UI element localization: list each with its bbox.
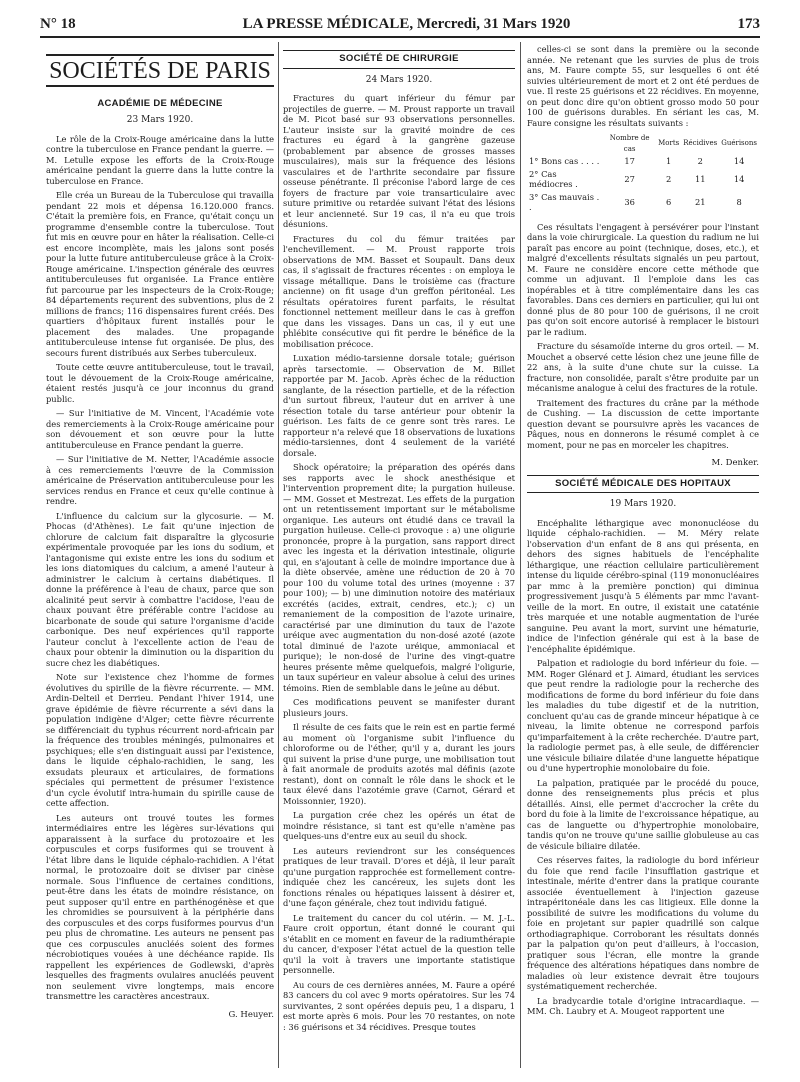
paragraph: celles-ci se sont dans la première ou la seconde année. Ne retenant que les survies de plus de trois ans, M. Faure compte 55, sur lesquelles 6 ont été suivies ultérieurement de mort et 2 ont été perdues de vue. Il reste 25 guérisons et 22 récidives. En moyenne, on peut donc dire qu'on obtient grosso modo 50 pour 100 de guérisons durables. En sériant les cas, M. Faure consigne les résultats suivants : [527, 44, 759, 128]
column-divider [520, 42, 521, 1068]
paragraph: Il résulte de ces faits que le rein est en partie fermé au moment où l'organisme subit l'influence du chloroforme ou de l'éther, qu'il y a, durant les jours qui suivent la prise d'une purge, une mobilisation tout à fait anormale de produits azotés mal définis (azote restant), dont on connaît le rôle dans le shock et le taux élevé dans l'azotémie grave (Carnot, Gérard et Moissonnier, 1920). [283, 722, 515, 806]
table-header [527, 132, 603, 155]
paragraph: Au cours de ces dernières années, M. Faure a opéré 83 cancers du col avec 9 morts opératoires. Sur les 74 survivantes, 2 sont opérées depuis peu, 1 a disparu, 1 est morte après 6 mois. Pour les 70 restantes, on note : 36 guérisons et 34 récidives. Presque toutes [283, 979, 515, 1032]
paragraph: Shock opératoire; la préparation des opérés dans ses rapports avec le shock anesthésique et l'intervention proprement dite; la purgation huileuse. — MM. Gosset et Mestrezat. Les effets de la purgation ont un retentissement important sur le métabolisme organique. Les auteurs ont étudié dans ce travail la purgation huileuse. Celle-ci provoque : a) une oligurie prononcée, propre à la purgation, sans rapport direct avec les ingesta et la dérivation intestinale, oligurie qui, en s'ajoutant à celle de moindre importance due à la diète observée, amène une réduction de 20 à 70 pour 100 du volume total des urines (moyenne : 37 pour 100); — b) une diminution notoire des matériaux excrétés (acides, extrait, cendres, etc.); c) un remaniement de la composition de l'azote urinaire, caractérisé par une diminution du taux de l'azote uréique avec augmentation du non-dosé azoté (azote total diminué de l'azote uréique, ammoniacal et purique); le non-dosé de l'urine des vingt-quatre heures présente même quelquefois, malgré l'oligurie, un taux supérieur en valeur absolue à celui des urines témoins. Rien de semblable dans le jeûne au début. [283, 462, 515, 693]
paragraph: La purgation crée chez les opérés un état de moindre résistance, si tant est qu'elle n'amène pas quelques-uns d'entre eux au seuil du shock. [283, 810, 515, 841]
table-cell: 14 [733, 156, 745, 166]
paragraph: Les auteurs ont trouvé toutes les formes intermédiaires entre les légères sur-lévations qui apparaissent à la surface du protozoaire et les corpuscules et corps fusiformes qui se trouvent à l'état libre dans le liquide céphalo-rachidien. A l'état normal, le protozoaire doit se diviser par cinèse normale. Sous l'influence de certaines conditions, peut-être dans les états de moindre résistance, on peut supposer qu'il entre en parthénogénèse et que les chromidies se poursuivent à la périphérie dans des corpuscules et des corps fusiformes pourvus d'un peu plus de chromatine. Les auteurs ne pensent pas que ces corpuscules anucléés soient des formes nécrobiotiques vouées à une déchéance rapide. Ils rappellent les expériences de Godlewski, d'après lesquelles des fragments ovulaires anucléés peuvent non seulement vivre longtemps, mais encore transmettre les caractères ancestraux. [46, 812, 274, 1001]
table-row [527, 168, 759, 191]
table-cell: 27 [624, 173, 635, 184]
paragraph: La bradycardie totale d'origine intracardiaque. — MM. Ch. Laubry et A. Mougeot rapportent une [527, 995, 759, 1016]
paragraph: L'influence du calcium sur la glycosurie. — M. Phocas (d'Athènes). Le fait qu'une injection de chlorure de calcium fait disparaître la glycosurie expérimentale provoquée par les ions du sodium, et l'antagonisme qui existe entre les ions du sodium et les ions diatomiques du calcium, a amené l'auteur à administrer le calcium à certains diabétiques. Il donne la préférence à l'eau de chaux, parce que son alcalinité peut servir à combattre l'acidose, l'eau de chaux pouvant être préférable contre l'acidose au bicarbonate de soude qui sature l'organisme d'acide carbonique. Des neuf expériences qu'il rapporte l'auteur conclut à l'excellente action de l'eau de chaux pour obtenir la diminution ou la disparition du sucre chez les diabétiques. [46, 510, 274, 668]
paragraph: Traitement des fractures du crâne par la méthode de Cushing. — La discussion de cette importante question devant se poursuivre après les vacances de Pâques, nous en donnerons le résumé complet à ce moment, pour ne pas en morceler les chapitres. [527, 397, 759, 450]
signature: M. Denker. [711, 458, 759, 468]
table-cell: 21 [694, 196, 706, 207]
section-title: SOCIÉTÉS DE PARIS [46, 54, 274, 87]
table-row [527, 191, 759, 214]
table-cell: 17 [624, 156, 635, 166]
table-cell: 14 [733, 173, 745, 184]
header-rule [40, 36, 760, 38]
table-cell: 1° Bons cas . . . . [529, 156, 600, 166]
paragraph: Ces modifications peuvent se manifester durant plusieurs jours. [283, 697, 515, 718]
results-table [527, 132, 759, 214]
paragraph: Luxation médio-tarsienne dorsale totale; guérison après tarsectomie. — Observation de M. Billet rapportée par M. Jacob. Après échec de la réduction sanglante, de la résection partielle, et de la réfection d'un surtout fibreux, l'auteur dut en arriver à une résection totale du tarse antérieur pour obtenir la guérison. Les faits de ce genre sont très rares. Le rapporteur n'a relevé que 18 observations de luxations médio-tarsiennes, dont 4 seulement de la variété dorsale. [283, 353, 515, 458]
issue-number: N° 18 [40, 15, 76, 32]
table-header-row [527, 132, 759, 155]
paragraph: — Sur l'initiative de M. Netter, l'Académie associe à ces remerciements l'œuvre de la Commission américaine de Préservation antituberculeuse pour les services rendus en France et ceux qu'elle continue à rendre. [46, 454, 274, 506]
paragraph: Fractures du quart inférieur du fémur par projectiles de guerre. — M. Proust rapporte un travail de M. Picot basé sur 93 observations personnelles. L'auteur insiste sur la gravité moindre de ces fractures eu égard à la gangrène gazeuse (probablement par absence de grosses masses musculaires), mais sur la fréquence des lésions vasculaires et de l'arthrite secondaire par fissure osseuse pénétrante. Il préconise l'abord large de ces foyers de fracture par voie transarticulaire avec suture primitive ou retardée suivant l'état des lésions et leur ancienneté. Sur 19 cas, il n'a eu que trois désunions. [283, 93, 515, 229]
table-cell: 6 [666, 196, 672, 207]
journal-title: LA PRESSE MÉDICALE, Mercredi, 31 Mars 1920 [242, 15, 571, 32]
table-row [527, 155, 759, 168]
table-cell: 3° Cas mauvais . . [529, 191, 600, 212]
paragraph: Le traitement du cancer du col utérin. — M. J.-L. Faure croit opportun, étant donné le courant qui s'établit en ce moment en faveur de la radiumthérapie du cancer, d'exposer l'état actuel de la question telle qu'il la voit à travers une importante statistique personnelle. [283, 912, 515, 975]
paragraph: — Sur l'initiative de M. Vincent, l'Académie vote des remerciements à la Croix-Rouge américaine pour son dévouement et son œuvre pour la lutte antituberculeuse en France pendant la guerre. [46, 408, 274, 450]
table-cell: 11 [694, 173, 706, 184]
paragraph: Fracture du sésamoïde interne du gros orteil. — M. Mouchet a observé cette lésion chez une jeune fille de 22 ans, à la suite d'une chute sur la cuisse. La fracture, non consolidée, paraît s'être produite par un mécanisme analogue à celui des fractures de la rotule. [527, 341, 759, 393]
table-header: Guérisons [721, 139, 757, 148]
session-date: 19 Mars 1920. [609, 499, 677, 509]
paragraph: Encéphalite léthargique avec mononucléose du liquide céphalo-rachidien. — M. Méry relate l'observation d'un enfant de 8 ans qui présenta, en dehors des signes habituels de l'encéphalite léthargique, une réaction cellulaire particulièrement intense du liquide cérébro-spinal (119 mononucléaires par mmc à la première ponction) qui diminua progressivement jusqu'à 5 éléments par mmc l'avant-veille de la mort. En outre, il existait une cataténie très marquée et une notable augmentation de l'urée sanguine. Peu avant la mort, survint une hématurie, indice de l'infection générale qui est à la base de l'encéphalite épidémique. [527, 517, 759, 654]
paragraph: Palpation et radiologie du bord inférieur du foie. — MM. Roger Glénard et J. Aimard, étudiant les services que peut rendre la radiologie pour la recherche des modifications de forme du bord inférieur du foie dans les maladies du tube digestif et de la nutrition, concluent qu'au cas de grande minceur hépatique à ce niveau, la limite obtenue ne correspond parfois qu'imparfaitement à la crête recherchée. D'autre part, la radiologie permet pas, à elle seule, de différencier une vésicule biliaire dilatée d'une languette hépatique ou d'une hypertrophie monolobaire du foie. [527, 658, 759, 773]
table-cell: 2 [697, 156, 703, 166]
paragraph: Note sur l'existence chez l'homme de formes évolutives du spirille de la fièvre récurrente. — MM. Ardin-Delteil et Derrieu. Pendant l'hiver 1914, une grave épidémie de fièvre récurrente a sévi dans la population indigène d'Alger; cette fièvre récurrente se différenciait du typhus récurrent nord-africain par la fréquence des troubles méningés, pulmonaires et psychiques; elle s'en distinguait aussi par l'existence, dans le liquide céphalo-rachidien, le sang, les exsudats pleuraux et articulaires, de formations spéciales qui permettent de présumer l'existence d'un cycle évolutif intra-humain du spirille cause de cette affection. [46, 672, 274, 808]
table-header: Morts [658, 139, 680, 148]
section-heading: SOCIÉTÉ MÉDICALE DES HOPITAUX [527, 475, 759, 494]
column-1 [46, 44, 274, 1068]
table-header: Récidives [683, 139, 718, 148]
column-3 [527, 44, 759, 1068]
section-heading: ACADÉMIE DE MÉDECINE [97, 97, 223, 109]
paragraph: Le rôle de la Croix-Rouge américaine dans la lutte contre la tuberculose en France pendant la guerre. — M. Letulle expose les efforts de la Croix-Rouge américaine pendant la guerre dans la lutte contre la tuberculose en France. [46, 133, 274, 186]
column-2 [283, 44, 515, 1068]
signature: G. Heuyer. [228, 1009, 274, 1020]
column-divider [278, 42, 279, 1068]
table-cell: 36 [624, 196, 635, 207]
table-cell: 2 [666, 173, 672, 184]
table-cell: 1 [666, 156, 672, 166]
session-date: 23 Mars 1920. [126, 115, 194, 125]
table-cell: 8 [736, 196, 742, 207]
section-heading: SOCIÉTÉ DE CHIRURGIE [283, 50, 515, 69]
paragraph: Ces réserves faites, la radiologie du bord inférieur du foie que rend facile l'insufflation gastrique et intestinale, mérite d'entrer dans la pratique courante associée éventuellement à l'injection gazeuse intrapéritonéale dans les cas litigieux. Elle donne la possibilité de suivre les modifications du volume du foie en projetant sur papier quadrillé son calque orthodiagraphique. Corroborant les résultats donnés par la palpation qu'on peut d'ailleurs, à l'occasion, pratiquer sous l'écran, elle montre la grande fréquence des altérations hépatiques dans nombre de maladies où leur existence devrait être toujours systématiquement recherchée. [527, 855, 759, 991]
paragraph: Toute cette œuvre antituberculeuse, tout le travail, tout le dévouement de la Croix-Rouge américaine, étaient restés jusqu'à ce jour inconnus du grand public. [46, 362, 274, 404]
page-header [40, 14, 760, 34]
session-date: 24 Mars 1920. [365, 74, 433, 85]
paragraph: Elle créa un Bureau de la Tuberculose qui travailla pendant 22 mois et dépensa 16.120.000 francs. C'était la première fois, en France, qu'était conçu un programme d'ensemble contre la tuberculose. Tout fut mis en œuvre pour en hâter la réalisation. Celle-ci est encore incomplète, mais les jalons sont posés pour la lutte future antituberculeuse grâce à la Croix-Rouge américaine. L'inspection générale des œuvres antituberculeuses fut organisée. La France entière fut parcourue par les inspecteurs de la Croix-Rouge; 84 départements reçurent des subventions, plus de 2 millions de francs; 116 dispensaires furent créés. Des quartiers d'hôpitaux furent installés pour le placement des malades. Une propagande antituberculeuse intense fut organisée. De plus, des secours furent distribués aux Serbes tuberculeux. [46, 190, 274, 358]
paragraph: Fractures du col du fémur traitées par l'enchevillement. — M. Proust rapporte trois observations de MM. Basset et Soupault. Dans deux cas, il s'agissait de fractures récentes : on employa le vissage métallique. Dans le troisième cas (fracture ancienne) on fit usage d'un greffon péritonéal. Les résultats opératoires furent parfaits, le résultat fonctionnel nettement meilleur dans le cas à greffon que dans les vissages. Dans un cas, il y eut une phlébite consécutive qui fit perdre le bénéfice de la mobilisation précoce. [283, 233, 515, 349]
paragraph: Les auteurs reviendront sur les conséquences pratiques de leur travail. D'ores et déjà, il leur paraît qu'une purgation rapprochée est formellement contre-indiquée chez les cancéreux, les sujets dont les fonctions rénales ou hépatiques laissent à désirer et, d'une façon générale, chez tout individu fatigué. [283, 845, 515, 908]
paragraph: Ces résultats l'engagent à persévérer pour l'instant dans la voie chirurgicale. La question du radium ne lui paraît pas encore au point (technique, doses, etc.), et malgré d'excellents résultats signalés un peu partout, M. Faure ne considère encore cette méthode que comme un adjuvant. Il l'emploie dans les cas inopérables et à titre complémentaire dans les cas favorables. Dans ces derniers en particulier, qui lui ont donné plus de 80 pour 100 de guérisons, il ne croit pas qu'on soit encore autorisé à remplacer le bistouri par le radium. [527, 221, 759, 337]
paragraph: La palpation, pratiquée par le procédé du pouce, donne des renseignements plus précis et plus détaillés. Ainsi, elle permet d'accrocher la crête du bord du foie à la limite de l'excroissance hépatique, au cas de languette ou d'hypertrophie monolobaire, tandis qu'on ne trouve qu'une saillie globuleuse au cas de vésicule biliaire dilatée. [527, 777, 759, 851]
table-cell: 2° Cas médiocres . [529, 168, 578, 189]
page-number: 173 [737, 15, 760, 32]
table-header: Nombre de cas [609, 134, 650, 153]
